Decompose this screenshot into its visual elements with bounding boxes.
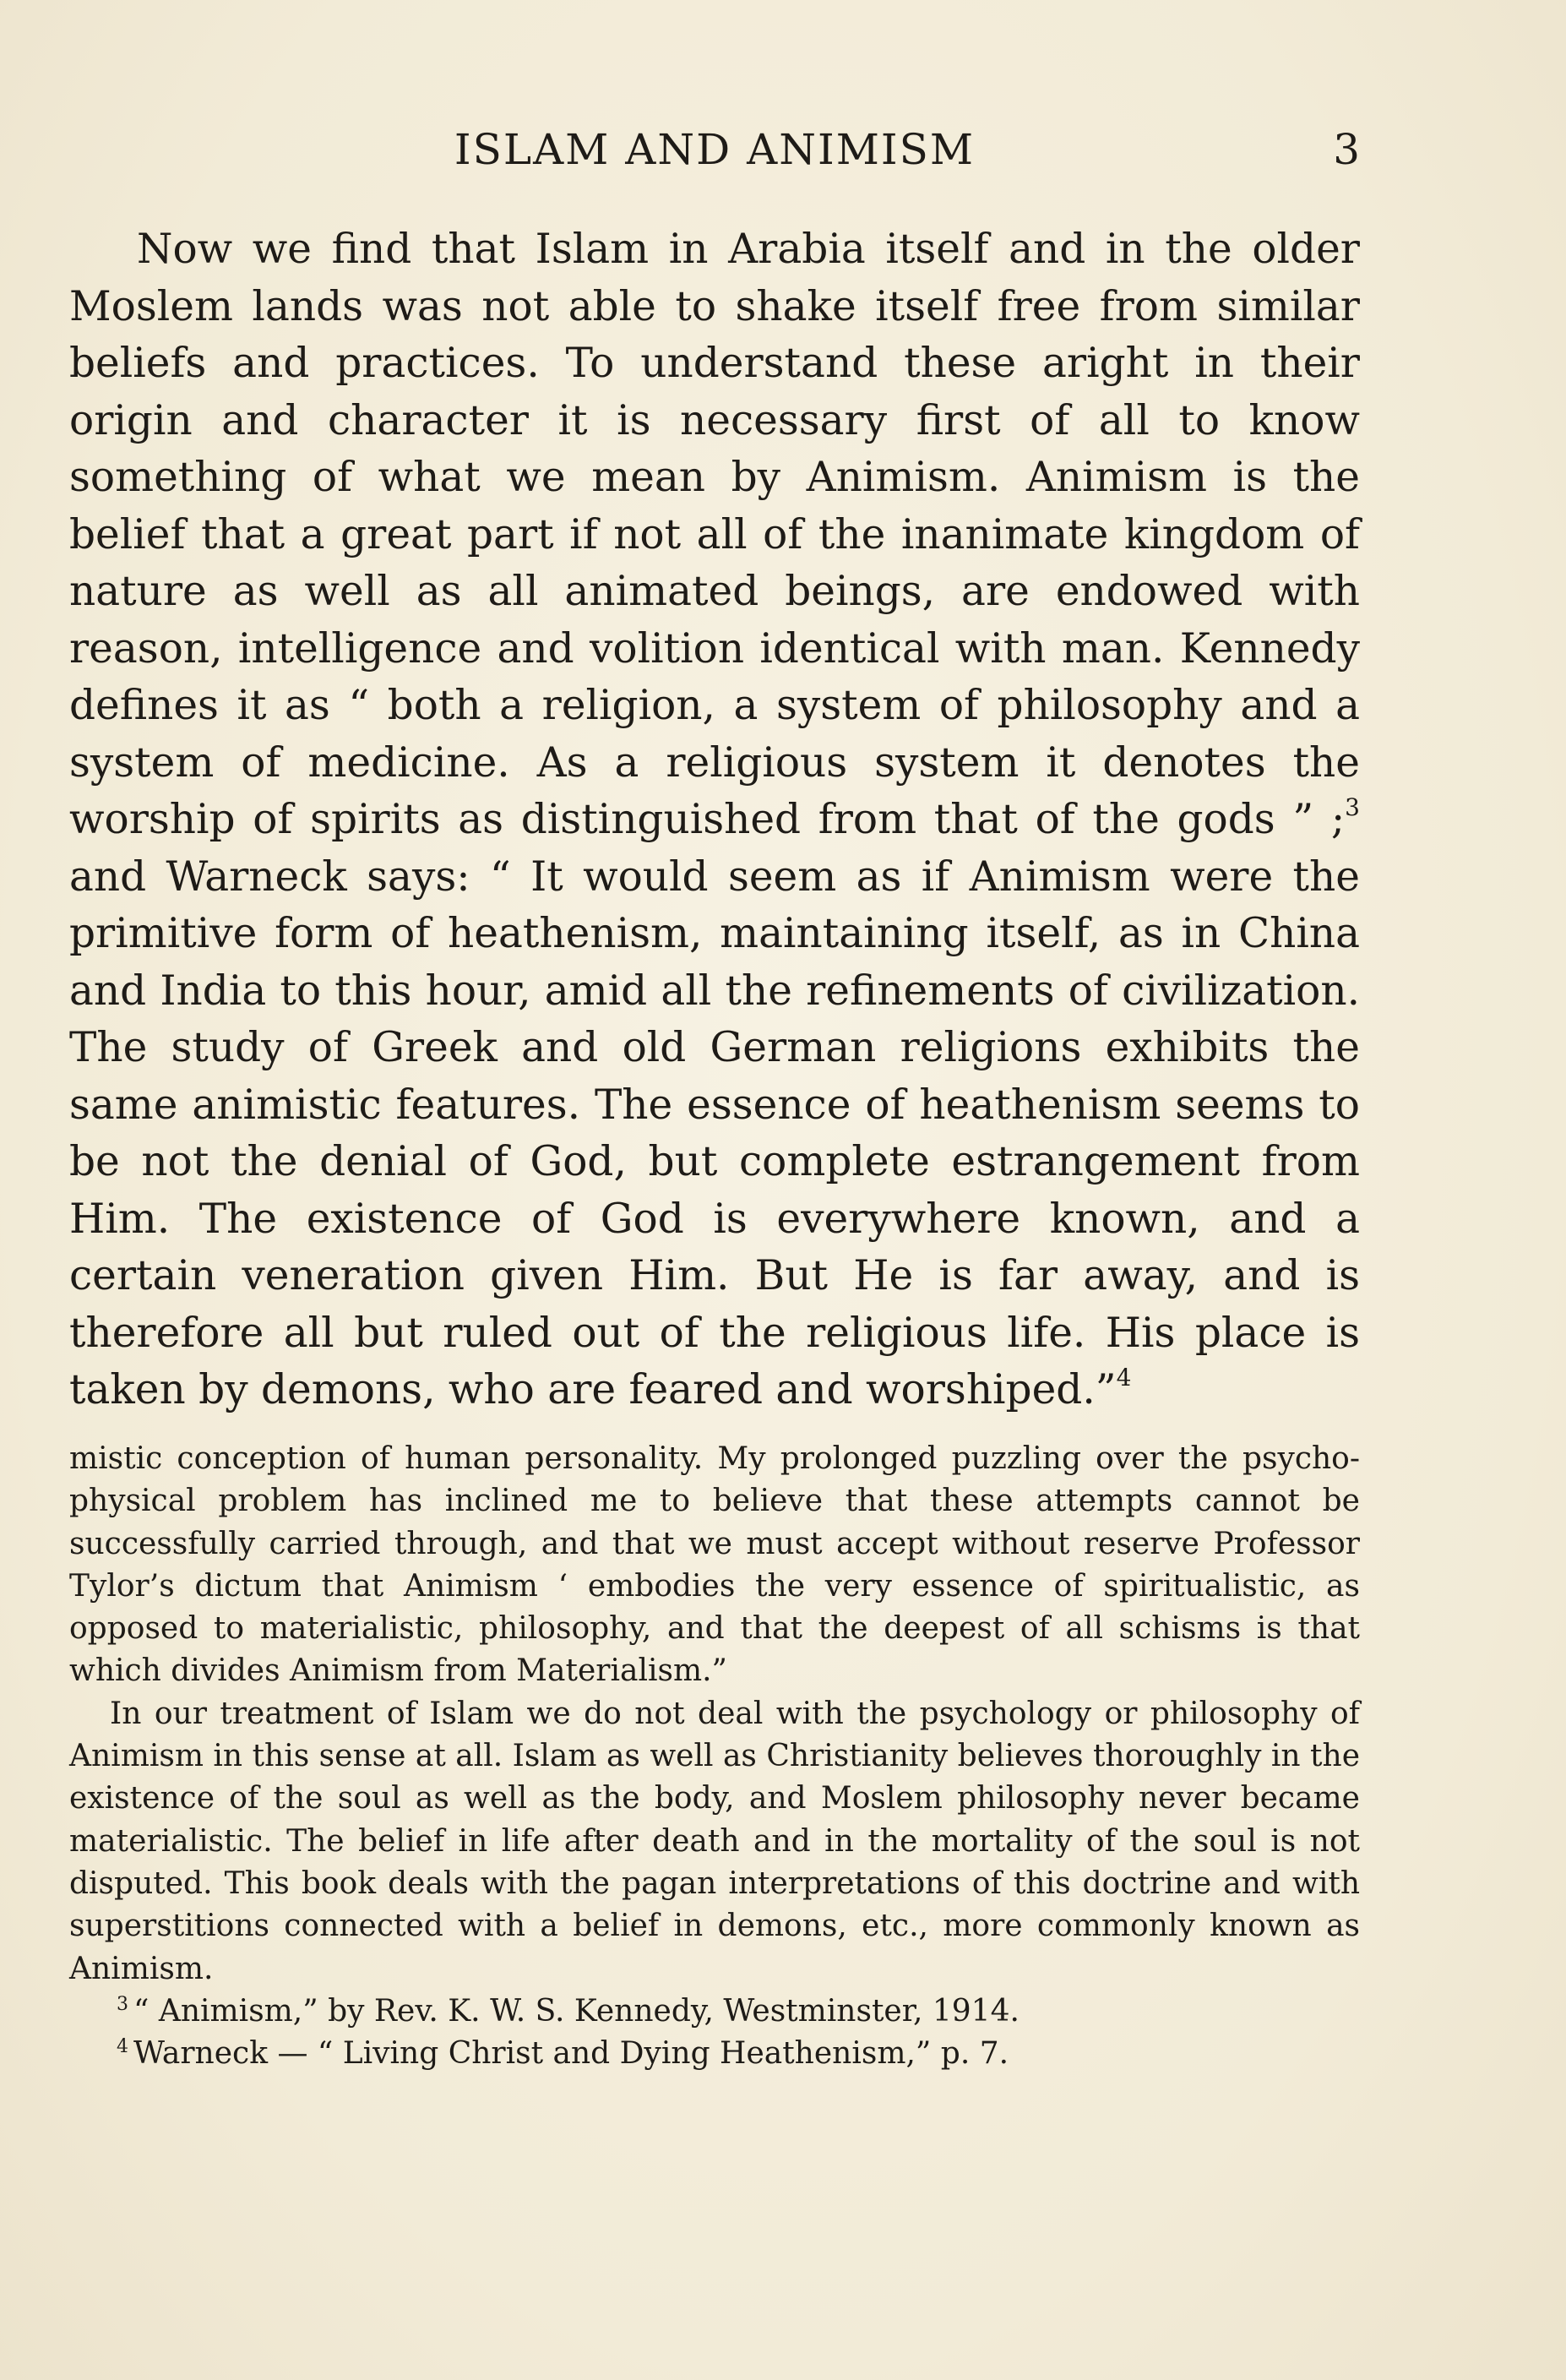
footnotes-section: [69, 1438, 1360, 2075]
running-title: ISLAM AND ANIMISM: [454, 125, 976, 174]
footnote-mark: 4: [117, 2036, 128, 2058]
page-header: [69, 120, 1360, 179]
footnote-ref-3: 3: [1345, 792, 1360, 821]
footnote-4: [69, 2033, 1360, 2075]
footnote-text: “ Animism,” by Rev. K. W. S. Kennedy, Westminster, 1914.: [133, 1993, 1020, 2029]
paragraph-text: Now we find that Islam in Arabia itself and in the older Moslem lands was not able to shake itself free from similar beliefs and practices. To understand these aright in their origin and character it is necessary first of all to know something of what we mean by Animism. Animism is the belief that a great part if not all of the inanimate kingdom of nature as well as all animated beings, are endowed with reason, intelligence and volition identical with man. Kennedy defines it as “ both a religion, a system of philosophy and a system of medicine. As a religious system it denotes the worship of spirits as distinguished from that of the gods ” ;: [69, 226, 1360, 843]
footnote-ref-4: 4: [1116, 1363, 1132, 1392]
continued-note: mistic conception of human personality. My prolonged puzzling over the psycho-physical problem has inclined me to believe that these attempts cannot be successfully carried through, and that we must accept without reserve Professor Tylor’s dictum that Animism ‘ embodies the very essence of spiritualistic, as opposed to materialistic, philosophy, and that the deepest of all schisms is that which divides Animism from Materialism.”: [69, 1441, 1360, 1689]
main-text: [69, 221, 1360, 1419]
author-note: In our treatment of Islam we do not deal with the psychology or philosophy of Animism in this sense at all. Islam as well as Christianity believes thoroughly in the existence of the soul as well as the body, and Moslem philosophy never became materialistic. The belief in life after death and in the mortality of the soul is not disputed. This book deals with the pagan interpretations of this doctrine and with superstitions connected with a belief in demons, etc., more commonly known as Animism.: [69, 1696, 1360, 1986]
footnote-text: Warneck — “ Living Christ and Dying Heathenism,” p. 7.: [133, 2036, 1009, 2072]
paragraph-text-continued: and Warneck says: “ It would seem as if Animism were the primitive form of heathenism, maintaining itself, as in China and India to this hour, amid all the refinements of civilization. The study of Greek and old German religions exhibits the same animistic features. The essence of heathenism seems to be not the denial of God, but complete estrangement from Him. The existence of God is everywhere known, and a certain veneration given Him. But He is far away, and is therefore all but ruled out of the religious life. His place is taken by demons, who are feared and worshiped.”: [69, 852, 1360, 1413]
body-paragraph: [69, 221, 1360, 1419]
footnote-3: [69, 1991, 1360, 2033]
footnote-mark: 3: [117, 1993, 128, 2015]
page-number: 3: [1333, 125, 1360, 174]
